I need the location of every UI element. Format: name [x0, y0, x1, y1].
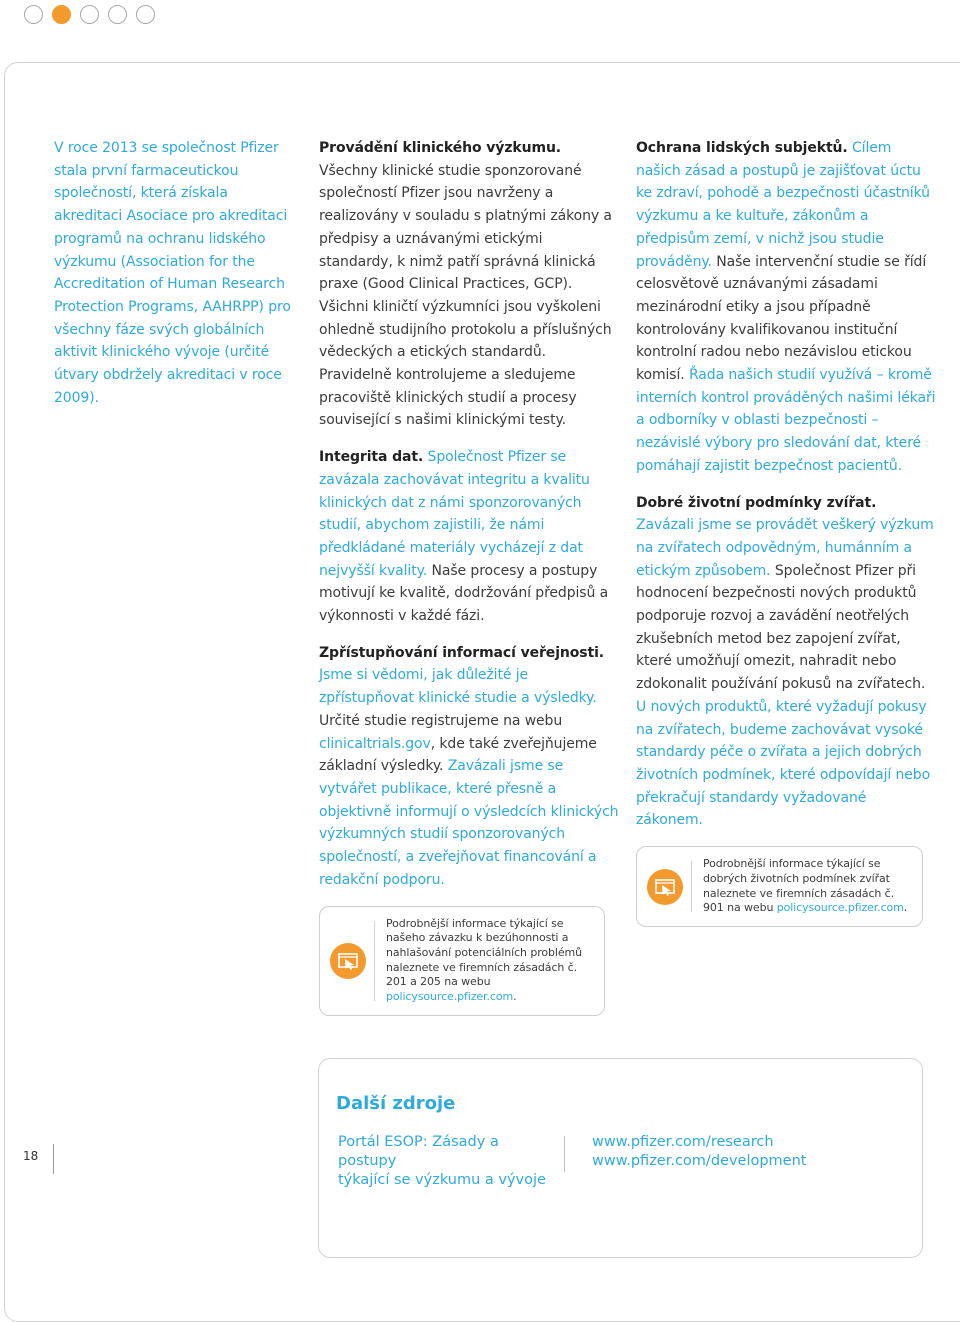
section-lead: Jsme si vědomi, jak důležité je zpřístupňovat klinické studie a výsledky. — [319, 667, 597, 707]
nav-dot[interactable] — [24, 5, 43, 24]
web-cursor-icon — [647, 869, 683, 905]
clinicaltrials-link[interactable]: clinicaltrials.gov — [319, 735, 431, 752]
section-lead: Zavázali jsme se provádět veškerý výzkum na zvířatech odpovědným, humánním a etickým způsobem. — [636, 517, 934, 579]
policysource-link[interactable]: policysource.pfizer.com — [386, 990, 514, 1004]
resources-divider — [564, 1136, 565, 1172]
esop-line: týkající se výzkumu a vývoje — [338, 1172, 546, 1188]
intro-paragraph: V roce 2013 se společnost Pfizer stala první farmaceutickou společností, která získala akreditaci Asociace pro akreditaci programů na ochranu lidského výzkumu (Association for the Accreditation of Human Research Protection Programs, AAHRPP) pro všechny fáze svých globálních aktivit klinického vývoje (určité útvary obdržely akreditaci v roce 2009). — [54, 140, 291, 406]
development-link[interactable]: www.pfizer.com/development — [592, 1153, 807, 1169]
section-lead: Řada našich studií využívá – kromě interních kontrol prováděných našimi lékaři a odborníky v oblasti bezpečnosti – nezávislé výbory pro sledování dat, které pomáhají zajistit bezpečnost pacientů. — [636, 367, 936, 474]
resources-links — [592, 1133, 806, 1171]
esop-portal-link[interactable] — [338, 1133, 553, 1190]
section-lead: Společnost Pfizer se zavázala zachovávat integritu a kvalitu klinických dat z námi sponzorovaných studií, abychom zajistili, že námi předkládané materiály vycházejí z dat nejvyšší kvality. — [319, 449, 590, 579]
info-box-animals — [636, 846, 923, 927]
section-heading: Provádění klinického výzkumu. — [319, 140, 562, 156]
column-left — [319, 137, 619, 1016]
nav-dot[interactable] — [136, 5, 155, 24]
section-body: Naše procesy a postupy motivují ke kvalitě, dodržování předpisů a výkonnosti v každé fázi. — [319, 562, 609, 625]
info-box-end: . — [903, 901, 908, 915]
section-body: , kde také zveřejňujeme základní výsledky. — [319, 735, 597, 775]
page-nav-dots — [24, 5, 155, 24]
section-heading: Zpřístupňování informací veřejnosti. — [319, 644, 605, 661]
section-heading: Dobré životní podmínky zvířat. — [636, 494, 877, 511]
section-animal-welfare — [636, 492, 936, 833]
section-body: Společnost Pfizer při hodnocení bezpečnosti nových produktů podporuje rozvoj a zavádění neotřelých zkušebních metod bez zapojení zvířat, které umožňují omezit, nahradit nebo zdokonalit používání pokusů na zvířatech. — [636, 562, 926, 693]
column-right — [636, 137, 936, 927]
section-lead: U nových produktů, které vyžadují pokusy na zvířatech, budeme zachovávat vysoké standardy péče o zvířata a jejich dobrých životních podmínek, které odpovídají nebo překračují standardy vyžadované zákonem. — [636, 698, 931, 829]
research-link[interactable]: www.pfizer.com/research — [592, 1134, 774, 1150]
section-heading: Integrita dat. — [319, 449, 424, 466]
nav-dot[interactable] — [108, 5, 127, 24]
section-body: Určité studie registrujeme na webu — [319, 712, 563, 729]
esop-line: Portál ESOP: Zásady a postupy — [338, 1134, 499, 1169]
section-clinical-research — [319, 137, 619, 432]
nav-dot[interactable] — [80, 5, 99, 24]
info-box-divider — [691, 861, 692, 912]
info-box-text: Podrobnější informace týkající se dobrých životních podmínek zvířat naleznete ve firemních zásadách č. 901 na webu — [703, 857, 895, 915]
section-data-integrity — [319, 446, 619, 628]
section-disclosure — [319, 642, 619, 892]
page-number-divider — [53, 1144, 54, 1174]
resources-title: Další zdroje — [336, 1093, 456, 1114]
section-human-subjects — [636, 137, 936, 478]
policysource-link[interactable]: policysource.pfizer.com — [776, 901, 904, 915]
section-lead: Cílem našich zásad a postupů je zajišťovat úctu ke zdraví, pohodě a bezpečnosti účastníků výzkumu a ke kultuře, zákonům a předpisům zemí, v nichž jsou studie prováděny. — [636, 140, 930, 270]
info-box-end: . — [513, 990, 517, 1004]
section-body: Všechny klinické studie sponzorované společností Pfizer jsou navrženy a realizovány v souladu s platnými zákony a předpisy a uznávanými etickými standardy, k nimž patří správná klinická praxe (Good Clinical Practices, GCP). Všichni kliničtí výzkumníci jsou vyškoleni ohledně studijního protokolu a příslušných vědeckých a etických standardů. Pravidelně kontrolujeme a sledujeme pracoviště klinických studií a procesy související s našimi klinickými testy. — [319, 162, 612, 429]
section-lead: Zavázali jsme se vytvářet publikace, které přesně a objektivně informují o výsledcích klinických výzkumných studií sponzorovaných společností, a zveřejňovat financování a redakční podporu. — [319, 758, 619, 888]
section-heading: Ochrana lidských subjektů. — [636, 140, 848, 156]
info-box-integrity — [319, 906, 605, 1016]
resources-box — [318, 1058, 923, 1258]
info-box-divider — [374, 921, 375, 1001]
info-box-text: Podrobnější informace týkající se našeho závazku k bezúhonnosti a nahlašování potenciálních problémů naleznete ve firemních zásadách č. 201 a 205 na webu — [386, 916, 583, 989]
web-cursor-icon — [330, 943, 366, 979]
page-number: 18 — [23, 1149, 39, 1163]
nav-dot-active[interactable] — [52, 5, 71, 24]
section-body: Naše intervenční studie se řídí celosvětově uznávanými zásadami mezinárodní etiky a jsou případně kontrolovány kvalifikovanou instituční kontrolní radou nebo nezávislou etickou komisí. — [636, 253, 927, 384]
